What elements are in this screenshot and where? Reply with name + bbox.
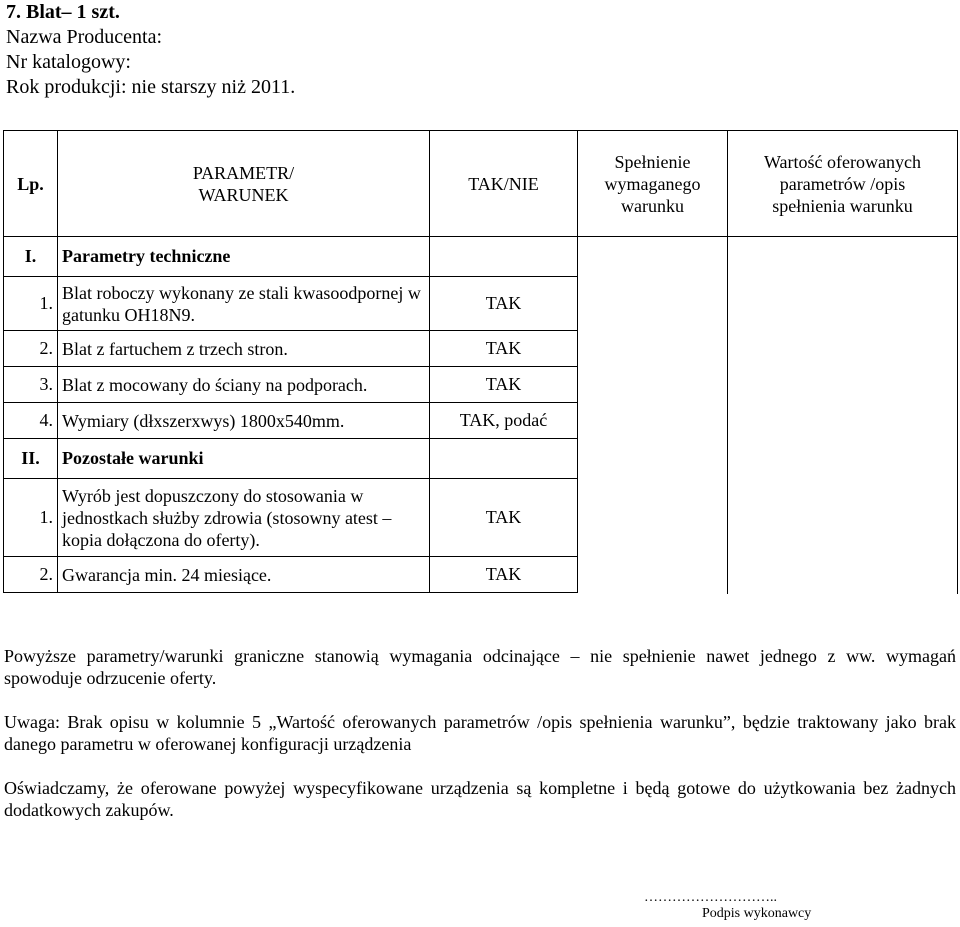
section-number: I. [4, 237, 58, 277]
table-header-row [4, 131, 958, 237]
header-parameter: PARAMETR/ WARUNEK [58, 131, 430, 237]
specification-table [3, 130, 958, 593]
producer-name-label: Nazwa Producenta: [6, 26, 163, 48]
header-fulfillment: Spełnienie wymaganego warunku [578, 131, 728, 237]
header-tak-nie: TAK/NIE [430, 131, 578, 237]
signature-label: Podpis wykonawcy [702, 906, 812, 921]
table-row: 2. Blat z fartuchem z trzech stron. TAK [4, 331, 958, 367]
document-header [6, 0, 295, 100]
table-row: 2. Gwarancja min. 24 miesiące. TAK [4, 557, 958, 593]
table-row: 3. Blat z mocowany do ściany na podporach. TAK [4, 367, 958, 403]
offered-values-column-cell [728, 237, 958, 594]
header-offered-values: Wartość oferowanych parametrów /opis spełnienia warunku [728, 131, 958, 237]
catalog-number-label: Nr katalogowy: [6, 51, 131, 73]
table-row: 1. Wyrób jest dopuszczony do stosowania w jednostkach służby zdrowia (stosowny atest – kopia dołączona do oferty). TAK [4, 479, 958, 557]
header-lp: Lp. [4, 131, 58, 237]
section-row [4, 237, 958, 277]
warning-note: Uwaga: Brak opisu w kolumnie 5 „Wartość oferowanych parametrów /opis spełnienia warunku”, będzie traktowany jako brak danego parametru w oferowanej konfiguracji urządzenia [4, 712, 956, 754]
requirements-note: Powyższe parametry/warunki graniczne stanowią wymagania odcinające – nie spełnienie nawet jednego z ww. wymagań spowoduje odrzucenie oferty. [4, 646, 956, 688]
table-row: 4. Wymiary (dłxszerxwys) 1800x540mm. TAK, podać [4, 403, 958, 439]
section-title: Pozostałe warunki [58, 439, 430, 479]
table-row: 1. Blat roboczy wykonany ze stali kwasoodpornej w gatunku OH18N9. TAK [4, 277, 958, 331]
fulfillment-column-cell [578, 237, 728, 594]
item-title: 7. Blat– 1 szt. [6, 1, 120, 23]
production-year-label: Rok produkcji: nie starszy niż 2011. [6, 76, 296, 98]
declaration-text: Oświadczamy, że oferowane powyżej wyspecyfikowane urządzenia są kompletne i będą gotowe do użytkowania bez żadnych dodatkowych zakupów. [4, 778, 956, 820]
signature-line: ……………………….. [644, 890, 777, 905]
section-title: Parametry techniczne [58, 237, 430, 277]
section-number: II. [4, 439, 58, 479]
